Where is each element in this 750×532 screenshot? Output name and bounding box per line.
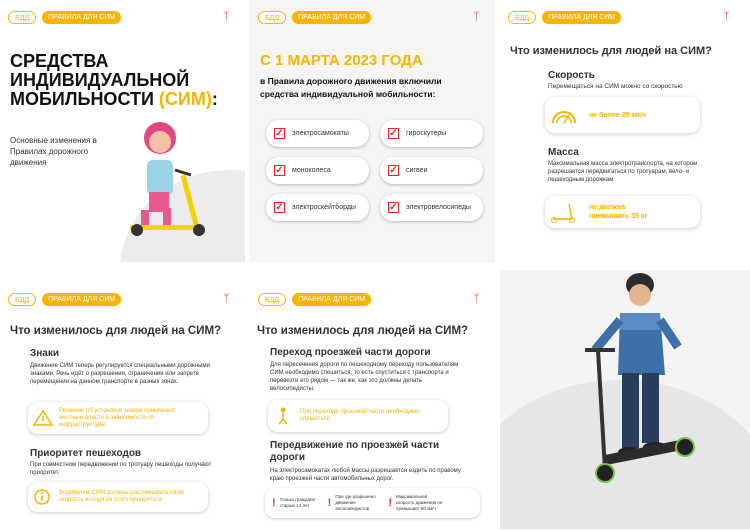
condition-speed-limit: Максимальная скорость движения не превышает 60 км/ч	[396, 494, 443, 511]
girl-scooter-illustration	[115, 120, 210, 240]
checkbox-icon: ✓	[389, 202, 398, 213]
rules-badge: ПРАВИЛА ДЛЯ СИМ	[42, 293, 121, 306]
exclamation-icon: !	[272, 497, 276, 509]
logo-icon: ᛉ	[223, 11, 230, 23]
item-ebikes: ✓ электровелосипеды	[380, 194, 483, 221]
slide-signs-priority	[0, 270, 245, 532]
rules-badge: ПРАВИЛА ДЛЯ СИМ	[542, 11, 621, 24]
item-segways: ✓ сигвеи	[380, 157, 483, 184]
info-circle-icon	[33, 488, 53, 506]
march-heading: С 1 МАРТА 2023 ГОДА	[260, 52, 423, 69]
intro-title: СРЕДСТВА ИНДИВИДУАЛЬНОЙ МОБИЛЬНОСТИ (СИМ):	[10, 51, 218, 109]
speed-value: не более 25 км/ч	[589, 111, 646, 119]
checkbox-icon: ✓	[275, 202, 284, 213]
speedometer-icon	[549, 101, 579, 129]
bdd-badge: БДД	[8, 293, 36, 306]
item-hoverboards: ✓ гироскутеры	[380, 120, 483, 147]
slide-crossing-road	[250, 270, 495, 532]
speed-box	[545, 97, 700, 133]
bdd-badge: БДД	[508, 11, 536, 24]
crossing-text: Для пересечения дороги по пешеходному переходу пользователям СИМ необходимо спешиться, то есть спуститься с транспорта и перевезти его рядом — так же, как это должны делать велосипедисты.	[270, 362, 459, 392]
signs-note-box	[28, 402, 208, 434]
mass-box	[545, 196, 700, 228]
mass-value: не должна превышать 35 кг	[589, 204, 648, 220]
warning-triangle-icon	[32, 409, 54, 427]
march-intro: в Правила дорожного движения включили средства индивидуальной мобильности:	[260, 76, 442, 99]
road-conditions-box	[265, 488, 480, 518]
exclamation-icon: !	[388, 497, 393, 509]
signs-text: Движение СИМ теперь регулируется специальными дорожными знаками. Речь идёт о разрешении, ограничении или запрете перемещения на данном транспорте в разных зонах.	[30, 363, 210, 385]
priority-note: Водителям СИМ должны рассчитывать свою скорость исходя из этого приоритета	[59, 490, 185, 503]
intro-subtitle: Основные изменения в Правилах дорожного движения	[10, 136, 97, 167]
speed-title: Скорость	[548, 70, 595, 81]
exclamation-icon: !	[327, 497, 332, 509]
bdd-badge: БДД	[258, 293, 286, 306]
bdd-badge: БДД	[258, 11, 286, 24]
mass-text: Максимальная масса электротранспорта, на котором разрешается передвигаться по тротуарам, вело- и пешеходным дорожкам	[548, 161, 698, 183]
logo-icon: ᛉ	[473, 11, 480, 23]
crossing-note: При переходе проезжей части необходимо спешиться	[300, 409, 420, 422]
logo-icon: ᛉ	[473, 293, 480, 305]
changes-heading: Что изменилось для людей на СИМ?	[510, 45, 712, 57]
boy-scooter-photo	[500, 270, 750, 529]
priority-text: При совместном передвижении по тротуару пешеходы получают приоритет.	[30, 462, 212, 476]
slide-march-2023	[250, 0, 495, 262]
item-monowheels: ✓ моноколеса	[266, 157, 369, 184]
crossing-heading: Что изменилось для людей на СИМ?	[257, 325, 469, 337]
speed-text: Перемещаться на СИМ можно со скоростью	[548, 83, 683, 90]
item-eskateboards: ✓ электроскейтборды	[266, 194, 369, 221]
road-title: Передвижение по проезжей части дороги	[270, 440, 440, 463]
rules-badge: ПРАВИЛА ДЛЯ СИМ	[292, 11, 371, 24]
road-text: На электросамокатах любой массы разрешается ездить по правому краю проезжей части автомобильных дорог.	[270, 468, 461, 482]
checkbox-icon: ✓	[275, 128, 284, 139]
pedestrian-icon	[272, 406, 294, 426]
priority-title: Приоритет пешеходов	[30, 448, 142, 459]
rules-badge: ПРАВИЛА ДЛЯ СИМ	[42, 11, 121, 24]
checkbox-icon: ✓	[389, 128, 398, 139]
boy-photo-illustration	[560, 270, 710, 495]
signs-heading: Что изменилось для людей на СИМ?	[10, 325, 222, 337]
logo-icon: ᛉ	[223, 293, 230, 305]
scooter-icon	[549, 201, 577, 223]
slide-changes-speed-mass	[500, 0, 745, 262]
slide-intro	[0, 0, 245, 262]
condition-bike-allowed: При где разрешено движение велосипедистов	[335, 494, 376, 511]
checkbox-icon: ✓	[389, 165, 398, 176]
bdd-badge: БДД	[8, 11, 36, 24]
signs-note: Решение об установке знаков принимают местные власти в зависимости от инфраструктуры	[59, 407, 176, 428]
rules-badge: ПРАВИЛА ДЛЯ СИМ	[292, 293, 371, 306]
logo-icon: ᛉ	[723, 11, 730, 23]
signs-title: Знаки	[30, 348, 60, 359]
priority-note-box	[28, 482, 208, 512]
item-escooters: ✓ электросамокаты	[266, 120, 369, 147]
crossing-title: Переход проезжей части дороги	[270, 347, 431, 358]
condition-age: Только граждане старше 14 лет	[279, 497, 315, 508]
mass-title: Масса	[548, 147, 579, 158]
crossing-note-box	[268, 400, 448, 432]
checkbox-icon: ✓	[275, 165, 284, 176]
